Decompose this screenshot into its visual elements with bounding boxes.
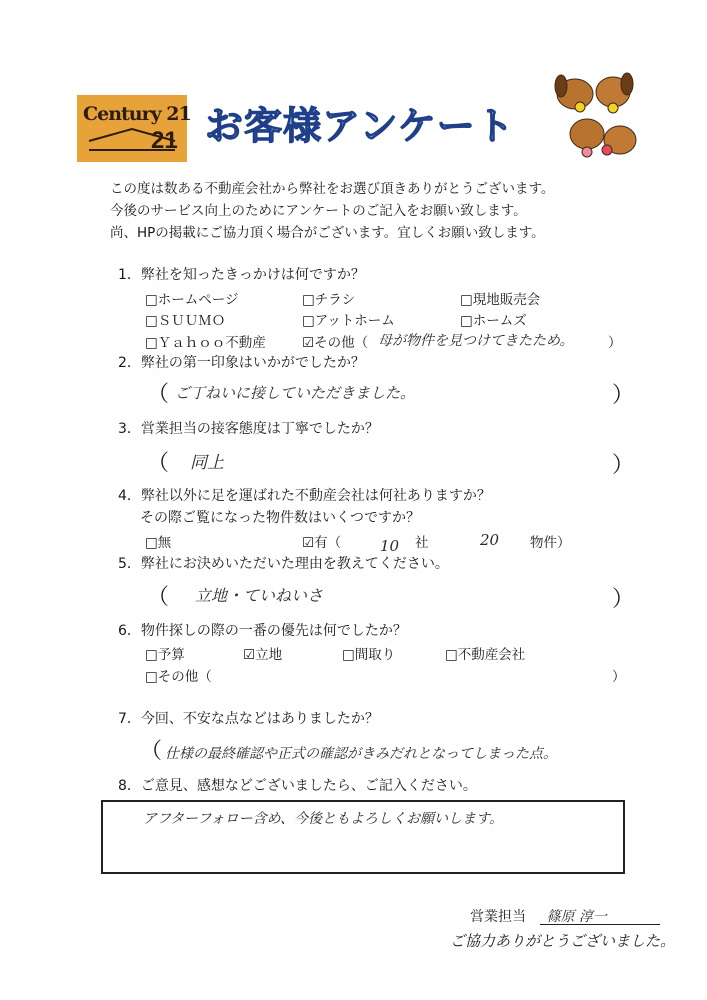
option-yahoo[interactable]: □Ｙａｈｏｏ不動産 xyxy=(145,335,266,351)
q3-open-paren: （ xyxy=(147,451,170,476)
svg-text:21: 21 xyxy=(151,127,178,154)
q5-close-paren: ） xyxy=(612,587,635,612)
page-title: お客様アンケート xyxy=(205,104,515,148)
question-8: 8．ご意見、感想などございましたら、ご記入ください。 xyxy=(118,778,477,794)
option-open-house[interactable]: □現地販売会 xyxy=(460,292,541,308)
q2-answer: ご丁ねいに接していただきました。 xyxy=(175,384,416,402)
question-7: 7．今回、不安な点などはありましたか？ xyxy=(118,711,379,727)
option-homes[interactable]: □ホームズ xyxy=(460,313,527,329)
dog-mascots-illustration xyxy=(545,62,640,167)
rep-line xyxy=(470,906,607,926)
comment-box xyxy=(101,800,625,874)
property-unit: 物件） xyxy=(530,535,571,551)
thanks-message: ご協力ありがとうございました。 xyxy=(450,932,676,950)
option-label: 立地 xyxy=(255,647,283,663)
option-agency[interactable]: □不動産会社 xyxy=(445,647,526,663)
option-floorplan[interactable]: □間取り xyxy=(342,647,396,663)
dog-illustration xyxy=(555,73,636,157)
properties-count: 20 xyxy=(480,531,500,549)
q1-other-answer: 母が物件を見つけてきたため。 xyxy=(378,333,574,349)
rep-name: 篠原 淳一 xyxy=(546,909,607,925)
q7-open-paren: （ xyxy=(140,739,163,764)
q2-open-paren: （ xyxy=(147,382,170,407)
question-3: 3．営業担当の接客態度は丁寧でしたか？ xyxy=(118,421,379,437)
q5-answer: 立地・ていねいさ xyxy=(195,586,324,605)
option-homepage[interactable]: □ホームページ xyxy=(145,292,239,308)
option-none[interactable]: □無 xyxy=(145,535,172,551)
question-4: 4．弊社以外に足を運ばれた不動産会社は何社ありますか？ xyxy=(118,488,491,504)
option-other[interactable] xyxy=(302,331,368,351)
intro-line-2: 今後のサービス向上のためにアンケートのご記入をお願い致します。 xyxy=(110,203,527,219)
option-other-priority[interactable]: □その他（ xyxy=(145,669,212,685)
option-label: 有（ xyxy=(314,535,342,551)
checked-box-icon: ☑ xyxy=(243,647,256,663)
option-suumo[interactable] xyxy=(145,309,225,329)
checked-box-icon: ☑ xyxy=(302,535,315,551)
q7-answer: 仕様の最終確認や正式の確認がきみだれとなってしまった点。 xyxy=(165,746,557,762)
intro-line-1: この度は数ある不動産会社から弊社をお選び頂きありがとうございます。 xyxy=(110,181,555,197)
checked-box-icon: ☑ xyxy=(302,335,315,351)
rep-label: 営業担当 xyxy=(470,909,526,925)
q6-close-paren: ） xyxy=(612,669,626,685)
q5-open-paren: （ xyxy=(147,585,170,610)
checkbox-icon: □ xyxy=(145,313,158,329)
option-flyer[interactable]: □チラシ xyxy=(302,292,356,308)
question-4-sub: その際ご覧になった物件数はいくつですか？ xyxy=(140,510,420,526)
option-label: ＳＵＵＭＯ xyxy=(157,313,226,329)
option-label: その他（ xyxy=(314,335,369,351)
q8-answer: アフターフォロー含め、今後ともよろしくお願いします。 xyxy=(143,811,503,827)
companies-count: 10 xyxy=(380,537,400,555)
q1-close-paren: ） xyxy=(608,335,622,351)
company-unit: 社 xyxy=(415,535,429,551)
option-athome[interactable]: □アットホーム xyxy=(302,313,395,329)
rep-underline xyxy=(540,924,660,925)
question-6: 6．物件探しの際の一番の優先は何でしたか？ xyxy=(118,623,407,639)
intro-line-3: 尚、HPの掲載にご協力頂く場合がございます。宜しくお願い致します。 xyxy=(110,225,545,241)
option-budget[interactable]: □予算 xyxy=(145,647,185,663)
logo-brand-text: Century 21 xyxy=(83,103,191,125)
option-yes[interactable] xyxy=(302,531,341,551)
century21-logo xyxy=(77,95,191,162)
q2-close-paren: ） xyxy=(612,383,635,408)
option-location[interactable] xyxy=(243,643,282,663)
q3-answer: 同上 xyxy=(190,453,224,473)
question-5: 5．弊社にお決めいただいた理由を教えてください。 xyxy=(118,556,449,572)
question-2: 2．弊社の第一印象はいかがでしたか？ xyxy=(118,355,365,371)
question-1: 1．弊社を知ったきっかけは何ですか？ xyxy=(118,267,365,283)
q3-close-paren: ） xyxy=(612,453,635,478)
